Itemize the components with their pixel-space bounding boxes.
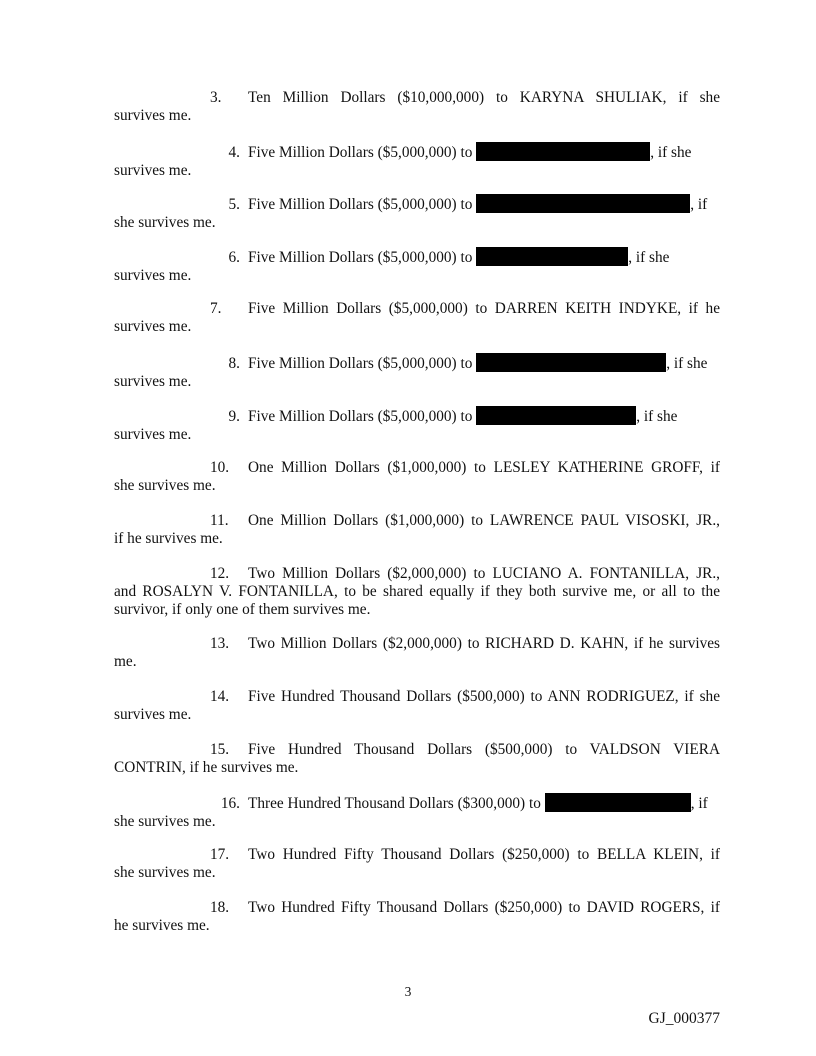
- bequest-continuation: if he survives me.: [114, 530, 223, 547]
- paragraph-number: 16.: [220, 795, 240, 812]
- bequest-text-after: , if: [690, 196, 708, 213]
- bequest-paragraph-18: [114, 899, 720, 935]
- bequest-paragraph-17: [114, 846, 720, 882]
- bequest-text: Two Hundred Fifty Thousand Dollars ($250,000) to DAVID ROGERS, if: [248, 899, 720, 916]
- bequest-paragraph-9: [114, 406, 720, 444]
- redaction-box: [545, 793, 691, 812]
- paragraph-number: 15.: [210, 741, 230, 758]
- bequest-continuation: survives me.: [114, 267, 192, 284]
- paragraph-number: 7.: [210, 300, 222, 317]
- bequest-paragraph-7: [114, 300, 720, 336]
- bequest-paragraph-8: [114, 353, 720, 391]
- bequest-continuation: she survives me.: [114, 214, 216, 231]
- bequest-continuation: she survives me.: [114, 864, 216, 881]
- bequest-text: Three Hundred Thousand Dollars ($300,000) to: [248, 795, 541, 812]
- bequest-paragraph-11: [114, 512, 720, 548]
- paragraph-number: 4.: [228, 144, 240, 161]
- bequest-text: One Million Dollars ($1,000,000) to LAWRENCE PAUL VISOSKI, JR.,: [248, 512, 720, 529]
- bequest-continuation: survives me.: [114, 373, 192, 390]
- bequest-continuation: he survives me.: [114, 917, 210, 934]
- bequest-continuation: survives me.: [114, 318, 192, 335]
- redaction-box: [476, 142, 650, 161]
- redaction-box: [476, 194, 690, 213]
- bequest-continuation: survives me.: [114, 706, 192, 723]
- bequest-paragraph-13: [114, 635, 720, 671]
- bequest-text: Five Million Dollars ($5,000,000) to: [248, 144, 473, 161]
- bequest-text-after: , if she: [666, 355, 708, 372]
- bequest-text: Two Million Dollars ($2,000,000) to RICHARD D. KAHN, if he survives: [248, 635, 720, 652]
- bequest-text: Five Million Dollars ($5,000,000) to: [248, 196, 473, 213]
- bequest-text: Five Million Dollars ($5,000,000) to DARREN KEITH INDYKE, if he: [248, 300, 720, 317]
- paragraph-number: 17.: [210, 846, 230, 863]
- bequest-text: One Million Dollars ($1,000,000) to LESLEY KATHERINE GROFF, if: [248, 459, 720, 476]
- bequest-continuation: and ROSALYN V. FONTANILLA, to be shared equally if they both survive me, or all to the: [114, 583, 720, 600]
- paragraph-number: 12.: [210, 565, 230, 582]
- bequest-continuation: survives me.: [114, 162, 192, 179]
- bequest-paragraph-15: [114, 741, 720, 777]
- redaction-box: [476, 247, 628, 266]
- bequest-paragraph-3: [114, 89, 720, 125]
- bequest-text-after: , if she: [650, 144, 692, 161]
- paragraph-number: 13.: [210, 635, 230, 652]
- bequest-text-after: , if she: [636, 408, 678, 425]
- bequest-paragraph-4: [114, 142, 720, 180]
- bequest-continuation: she survives me.: [114, 813, 216, 830]
- paragraph-number: 3.: [210, 89, 222, 106]
- bequest-text: Five Million Dollars ($5,000,000) to: [248, 249, 473, 266]
- paragraph-number: 8.: [228, 355, 240, 372]
- bequest-text: Five Million Dollars ($5,000,000) to: [248, 408, 473, 425]
- bequest-continuation: me.: [114, 653, 137, 670]
- bequest-text-after: , if she: [628, 249, 670, 266]
- bequest-continuation: CONTRIN, if he survives me.: [114, 759, 299, 776]
- paragraph-number: 11.: [210, 512, 229, 529]
- bequest-text-after: , if: [690, 795, 708, 812]
- paragraph-number: 6.: [228, 249, 240, 266]
- paragraph-number: 14.: [210, 688, 230, 705]
- bequest-text: Five Hundred Thousand Dollars ($500,000) to VALDSON VIERA: [248, 741, 720, 758]
- paragraph-number: 18.: [210, 899, 230, 916]
- bequest-paragraph-5: [114, 194, 720, 232]
- bates-number: GJ_000377: [648, 1010, 720, 1027]
- bequest-paragraph-12: [114, 565, 720, 619]
- bequest-paragraph-10: [114, 459, 720, 495]
- bequest-paragraph-6: [114, 247, 720, 285]
- redaction-box: [476, 353, 666, 372]
- redaction-box: [476, 406, 636, 425]
- bequest-text: Five Hundred Thousand Dollars ($500,000) to ANN RODRIGUEZ, if she: [248, 688, 720, 705]
- bequest-continuation: survives me.: [114, 107, 192, 124]
- bequest-text: Two Million Dollars ($2,000,000) to LUCIANO A. FONTANILLA, JR.,: [248, 565, 720, 582]
- page-number: 3: [404, 984, 412, 999]
- bequest-continuation: she survives me.: [114, 477, 216, 494]
- bequest-continuation: survives me.: [114, 426, 192, 443]
- bequest-paragraph-16: [114, 793, 720, 831]
- bequest-continuation: survivor, if only one of them survives me.: [114, 601, 371, 618]
- paragraph-number: 5.: [228, 196, 240, 213]
- bequest-text: Ten Million Dollars ($10,000,000) to KARYNA SHULIAK, if she: [248, 89, 720, 106]
- bequest-text: Two Hundred Fifty Thousand Dollars ($250,000) to BELLA KLEIN, if: [248, 846, 720, 863]
- paragraph-number: 10.: [210, 459, 230, 476]
- paragraph-number: 9.: [228, 408, 240, 425]
- bequest-paragraph-14: [114, 688, 720, 724]
- bequest-text: Five Million Dollars ($5,000,000) to: [248, 355, 473, 372]
